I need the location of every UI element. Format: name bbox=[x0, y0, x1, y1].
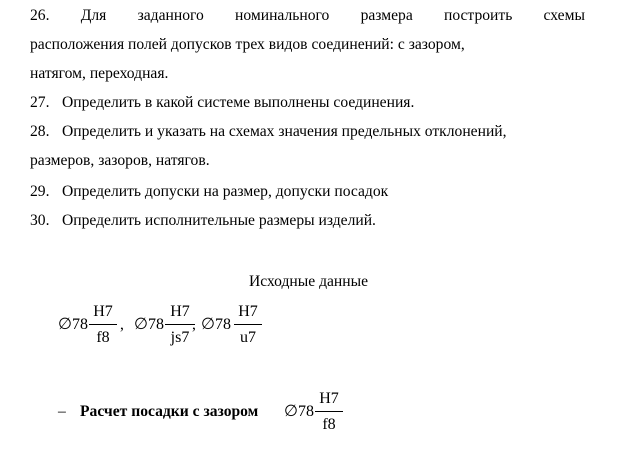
fit-fraction bbox=[165, 302, 195, 348]
fit-fraction bbox=[315, 389, 343, 435]
calc-fit-formula bbox=[284, 389, 364, 437]
word: размера bbox=[360, 7, 413, 24]
shaft-tolerance: f8 bbox=[96, 329, 110, 346]
fit-formula-3 bbox=[201, 302, 281, 350]
hole-tolerance: H7 bbox=[319, 390, 339, 407]
fit-formula-1 bbox=[58, 302, 138, 350]
fit-size: ∅78 bbox=[284, 403, 314, 420]
list-item-29 bbox=[30, 180, 585, 204]
hole-tolerance: H7 bbox=[170, 303, 190, 320]
list-item-29-text: Определить допуски на размер, допуски посадок bbox=[62, 183, 389, 200]
shaft-tolerance: js7 bbox=[170, 329, 190, 346]
separator-comma: , bbox=[192, 316, 196, 333]
list-item-28-line-1 bbox=[30, 120, 585, 144]
list-dash: – bbox=[58, 403, 66, 420]
hole-tolerance: H7 bbox=[93, 303, 113, 320]
list-number-29: 29. bbox=[30, 183, 50, 200]
list-item-27 bbox=[30, 91, 585, 115]
fit-size: ∅78 bbox=[58, 316, 88, 333]
list-item-30-text: Определить исполнительные размеры изделий. bbox=[62, 212, 376, 229]
fraction-bar bbox=[165, 324, 195, 325]
word: Для bbox=[80, 7, 107, 24]
fit-fraction bbox=[89, 302, 117, 348]
fraction-bar bbox=[315, 411, 343, 412]
list-item-26-line-1 bbox=[30, 4, 585, 28]
word: схемы bbox=[543, 7, 585, 24]
shaft-tolerance: u7 bbox=[240, 329, 256, 346]
list-number-27: 27. bbox=[30, 94, 50, 111]
fit-size: ∅78 bbox=[134, 316, 164, 333]
fit-fraction bbox=[234, 302, 262, 348]
fit-size: ∅78 bbox=[201, 316, 231, 333]
word: заданного bbox=[137, 7, 204, 24]
list-item-30 bbox=[30, 209, 585, 233]
fraction-bar bbox=[89, 324, 117, 325]
separator-comma: , bbox=[120, 316, 124, 333]
list-item-28-line-2: размеров, зазоров, натягов. bbox=[30, 152, 210, 169]
list-item-28-text-1: Определить и указать на схемах значения предельных отклонений, bbox=[62, 123, 507, 140]
shaft-tolerance: f8 bbox=[322, 416, 336, 433]
list-item-26-line-3: натягом, переходная. bbox=[30, 65, 169, 82]
calc-heading: Расчет посадки с зазором bbox=[80, 403, 259, 420]
list-item-26-line-2: расположения полей допусков трех видов соединений: с зазором, bbox=[30, 36, 465, 53]
list-number-26: 26. bbox=[30, 7, 50, 24]
list-item-27-text: Определить в какой системе выполнены соединения. bbox=[62, 94, 415, 111]
word: построить bbox=[443, 7, 513, 24]
fraction-bar bbox=[234, 324, 262, 325]
section-title: Исходные данные bbox=[248, 273, 369, 290]
hole-tolerance: H7 bbox=[238, 303, 258, 320]
word: номинального bbox=[235, 7, 330, 24]
list-number-28: 28. bbox=[30, 123, 50, 140]
list-number-30: 30. bbox=[30, 212, 50, 229]
